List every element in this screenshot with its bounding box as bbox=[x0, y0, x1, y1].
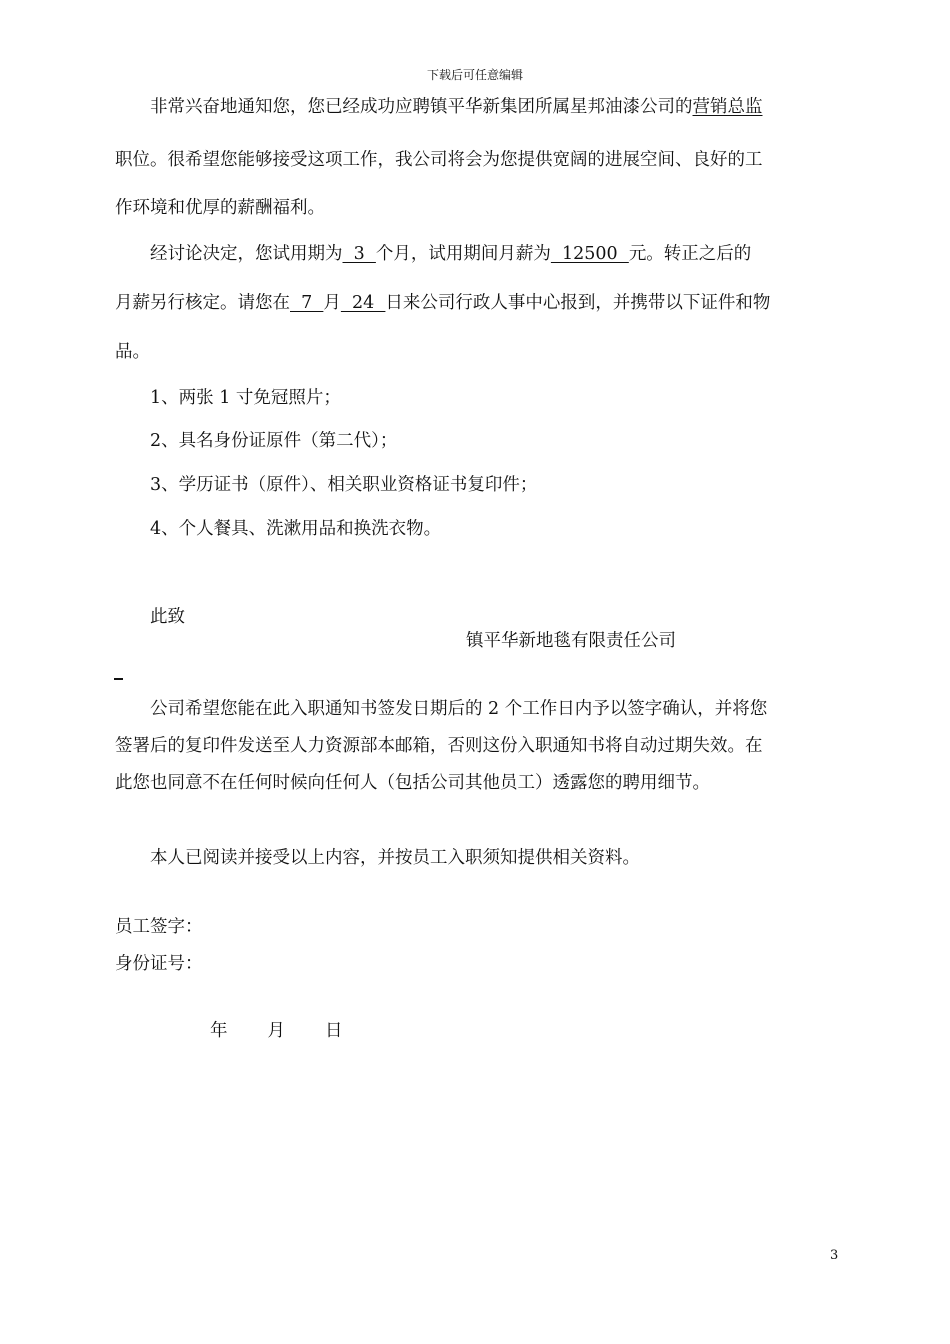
year-label: 年 bbox=[210, 1021, 228, 1041]
text-run: 经讨论决定，您试用期为 bbox=[150, 244, 343, 264]
page-number: 3 bbox=[830, 1248, 839, 1263]
paragraph-line: 公司希望您能在此入职通知书签发日期后的 2 个工作日内予以签字确认，并将您 bbox=[150, 699, 768, 719]
list-item: 1、两张 1 寸免冠照片； bbox=[150, 388, 341, 408]
paragraph-line bbox=[150, 93, 763, 118]
paragraph-line bbox=[115, 289, 770, 314]
divider-mark bbox=[114, 678, 123, 680]
text-run: 月 bbox=[323, 293, 341, 313]
closing: 此致 bbox=[150, 607, 185, 627]
paragraph-line: 职位。很希望您能够接受这项工作，我公司将会为您提供宽阔的进展空间、良好的工 bbox=[115, 150, 763, 170]
salary-field: 12500 bbox=[550, 244, 629, 264]
text-run: 非常兴奋地通知您，您已经成功应聘镇平华新集团所属星邦油漆公司的 bbox=[150, 97, 693, 117]
position-field: 营销总监 bbox=[692, 97, 763, 117]
list-item: 2、具名身份证原件（第二代）； bbox=[150, 431, 398, 451]
paragraph-line: 作环境和优厚的薪酬福利。 bbox=[115, 198, 325, 218]
date-line bbox=[210, 1017, 343, 1042]
probation-months-field: 3 bbox=[342, 244, 376, 264]
header-note: 下载后可任意编辑 bbox=[426, 68, 523, 82]
text-run: 元。转正之后的 bbox=[628, 244, 752, 264]
paragraph-line: 品。 bbox=[115, 342, 150, 362]
signature-label: 员工签字： bbox=[115, 917, 203, 937]
month-label: 月 bbox=[267, 1021, 285, 1041]
paragraph-line: 签署后的复印件发送至人力资源部本邮箱，否则这份入职通知书将自动过期失效。在 bbox=[115, 736, 763, 756]
company-name: 镇平华新地毯有限责任公司 bbox=[466, 631, 676, 651]
report-month-field: 7 bbox=[290, 293, 324, 313]
paragraph-line: 此您也同意不在任何时候向任何人（包括公司其他员工）透露您的聘用细节。 bbox=[115, 773, 710, 793]
day-label: 日 bbox=[325, 1021, 343, 1041]
id-number-label: 身份证号： bbox=[115, 954, 203, 974]
text-run: 日来公司行政人事中心报到，并携带以下证件和物 bbox=[385, 293, 771, 313]
list-item: 3、学历证书（原件）、相关职业资格证书复印件； bbox=[150, 475, 538, 495]
paragraph-line bbox=[150, 240, 751, 265]
text-run: 月薪另行核定。请您在 bbox=[115, 293, 290, 313]
text-run: 个月，试用期间月薪为 bbox=[375, 244, 551, 264]
report-day-field: 24 bbox=[340, 293, 386, 313]
list-item: 4、个人餐具、洗漱用品和换洗衣物。 bbox=[150, 519, 442, 539]
acknowledgement: 本人已阅读并接受以上内容，并按员工入职须知提供相关资料。 bbox=[150, 848, 640, 868]
